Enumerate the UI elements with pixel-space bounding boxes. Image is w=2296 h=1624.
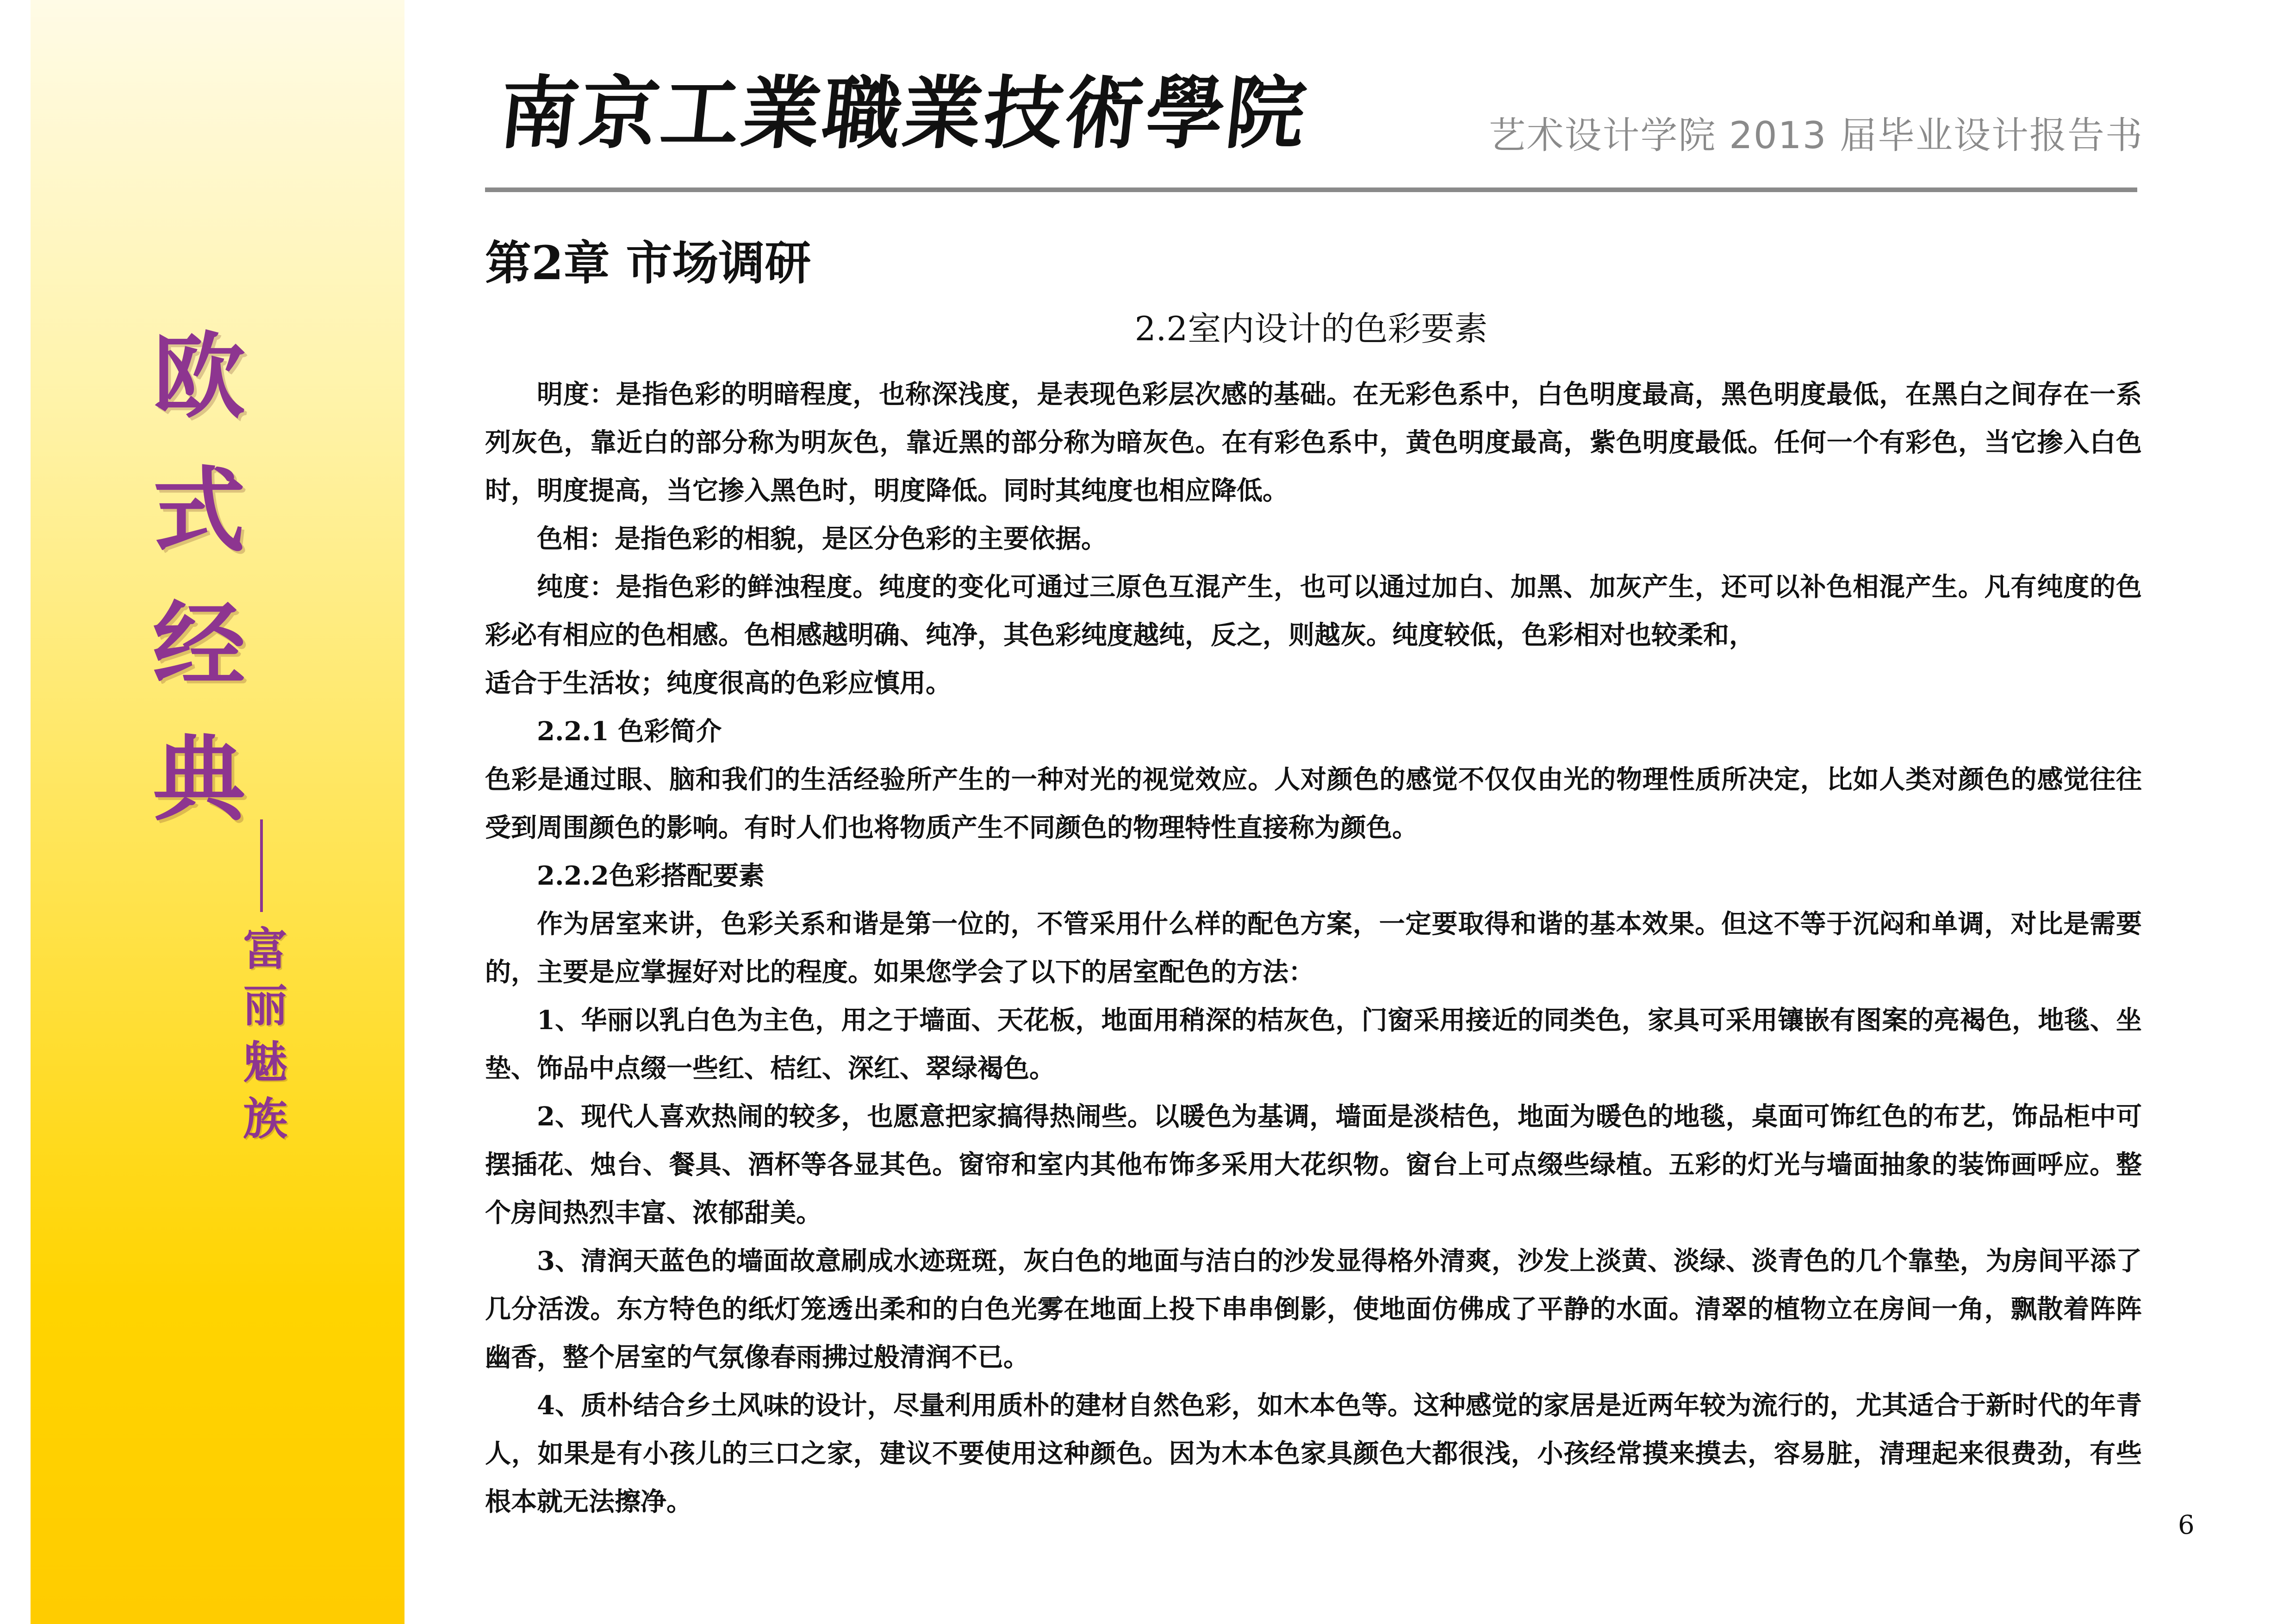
header-divider: [485, 187, 2137, 192]
logo-char: 業: [737, 67, 826, 160]
logo-char: 南: [495, 67, 584, 160]
paragraph: 1、华丽以乳白色为主色，用之于墙面、天花板，地面用稍深的桔灰色，门窗采用接近的同类色，家具可采用镶嵌有图案的亮褐色，地毯、坐垫、饰品中点缀一些红、桔红、深红、翠绿褐色。: [485, 1005, 2142, 1084]
paragraph: 2、现代人喜欢热闹的较多，也愿意把家搞得热闹些。以暖色为基调，墙面是淡桔色，地面为暖色的地毯，桌面可饰红色的布艺，饰品柜中可摆插花、烛台、餐具、酒杯等各显其色。窗帘和室内其他布饰多采用大花织物。窗台上可点缀些绿植。五彩的灯光与墙面抽象的装饰画呼应。整个房间热烈丰富、浓郁甜美。: [485, 1101, 2142, 1228]
sidebar-dash: [260, 819, 263, 912]
paragraph: 色相：是指色彩的相貌，是区分色彩的主要依据。: [537, 524, 1107, 554]
school-logo: [495, 67, 1310, 160]
paragraph: 2.2.2色彩搭配要素: [537, 861, 765, 891]
sidebar-title-char: 式: [152, 457, 245, 565]
logo-char: 技: [979, 67, 1068, 160]
paragraph: 色彩是通过眼、脑和我们的生活经验所产生的一种对光的视觉效应。人对颜色的感觉不仅仅由光的物理性质所决定，比如人类对颜色的感觉往往受到周围颜色的影响。有时人们也将物质产生不同颜色的物理特性直接称为颜色。: [485, 764, 2142, 843]
page-number: 6: [2178, 1510, 2195, 1540]
body-text: [485, 370, 2142, 1526]
paragraph: 纯度：是指色彩的鲜浊程度。纯度的变化可通过三原色互混产生，也可以通过加白、加黑、加灰产生，还可以补色相混产生。凡有纯度的色彩必有相应的色相感。色相感越明确、纯净，其色彩纯度越纯，反之，则越灰。纯度较低，色彩相对也较柔和，: [485, 572, 2142, 650]
sidebar-title-char: 经: [152, 592, 245, 700]
sidebar-subtitle: [240, 921, 291, 1147]
sidebar-subtitle-char: 族: [243, 1093, 287, 1145]
sidebar-subtitle-char: 富: [243, 924, 287, 975]
logo-char: 京: [575, 67, 664, 160]
sidebar-title: [148, 310, 250, 847]
section-title: 2.2室内设计的色彩要素: [1134, 309, 1488, 348]
paragraph: 明度：是指色彩的明暗程度，也称深浅度，是表现色彩层次感的基础。在无彩色系中，白色明度最高，黑色明度最低，在黑白之间存在一系列灰色，靠近白的部分称为明灰色，靠近黑的部分称为暗灰色。在有彩色系中，黄色明度最高，紫色明度最低。任何一个有彩色，当它掺入白色时，明度提高，当它掺入黑色时，明度降低。同时其纯度也相应降低。: [485, 379, 2142, 506]
logo-char: 術: [1060, 67, 1149, 160]
logo-char: 院: [1221, 67, 1310, 160]
paragraph: 2.2.1 色彩简介: [537, 716, 722, 747]
paragraph: 4、质朴结合乡土风味的设计，尽量利用质朴的建材自然色彩，如木本色等。这种感觉的家居是近两年较为流行的，尤其适合于新时代的年青人，如果是有小孩儿的三口之家，建议不要使用这种颜色。因为木本色家具颜色大都很浅，小孩经常摸来摸去，容易脏，清理起来很费劲，有些根本就无法擦净。: [485, 1390, 2142, 1517]
sidebar-title-char: 欧: [152, 323, 245, 431]
logo-char: 職: [818, 67, 907, 160]
chapter-title: 第2章 市场调研: [485, 236, 811, 290]
sidebar-title-char: 典: [152, 726, 245, 834]
sidebar-subtitle-char: 魅: [243, 1037, 287, 1088]
logo-char: 業: [898, 67, 987, 160]
paragraph: 适合于生活妆；纯度很高的色彩应慎用。: [485, 668, 952, 699]
report-title: 艺术设计学院 2013 届毕业设计报告书: [1488, 114, 2143, 157]
sidebar-subtitle-char: 丽: [243, 980, 287, 1032]
paragraph: 作为居室来讲，色彩关系和谐是第一位的，不管采用什么样的配色方案，一定要取得和谐的基本效果。但这不等于沉闷和单调，对比是需要的，主要是应掌握好对比的程度。如果您学会了以下的居室配色的方法：: [485, 909, 2142, 987]
logo-char: 學: [1140, 67, 1230, 160]
paragraph: 3、清润天蓝色的墙面故意刷成水迹斑斑，灰白色的地面与洁白的沙发显得格外清爽，沙发上淡黄、淡绿、淡青色的几个靠垫，为房间平添了几分活泼。东方特色的纸灯笼透出柔和的白色光雾在地面上投下串串倒影，使地面仿佛成了平静的水面。清翠的植物立在房间一角，飘散着阵阵幽香，整个居室的气氛像春雨拂过般清润不已。: [485, 1246, 2142, 1373]
logo-char: 工: [656, 67, 745, 160]
